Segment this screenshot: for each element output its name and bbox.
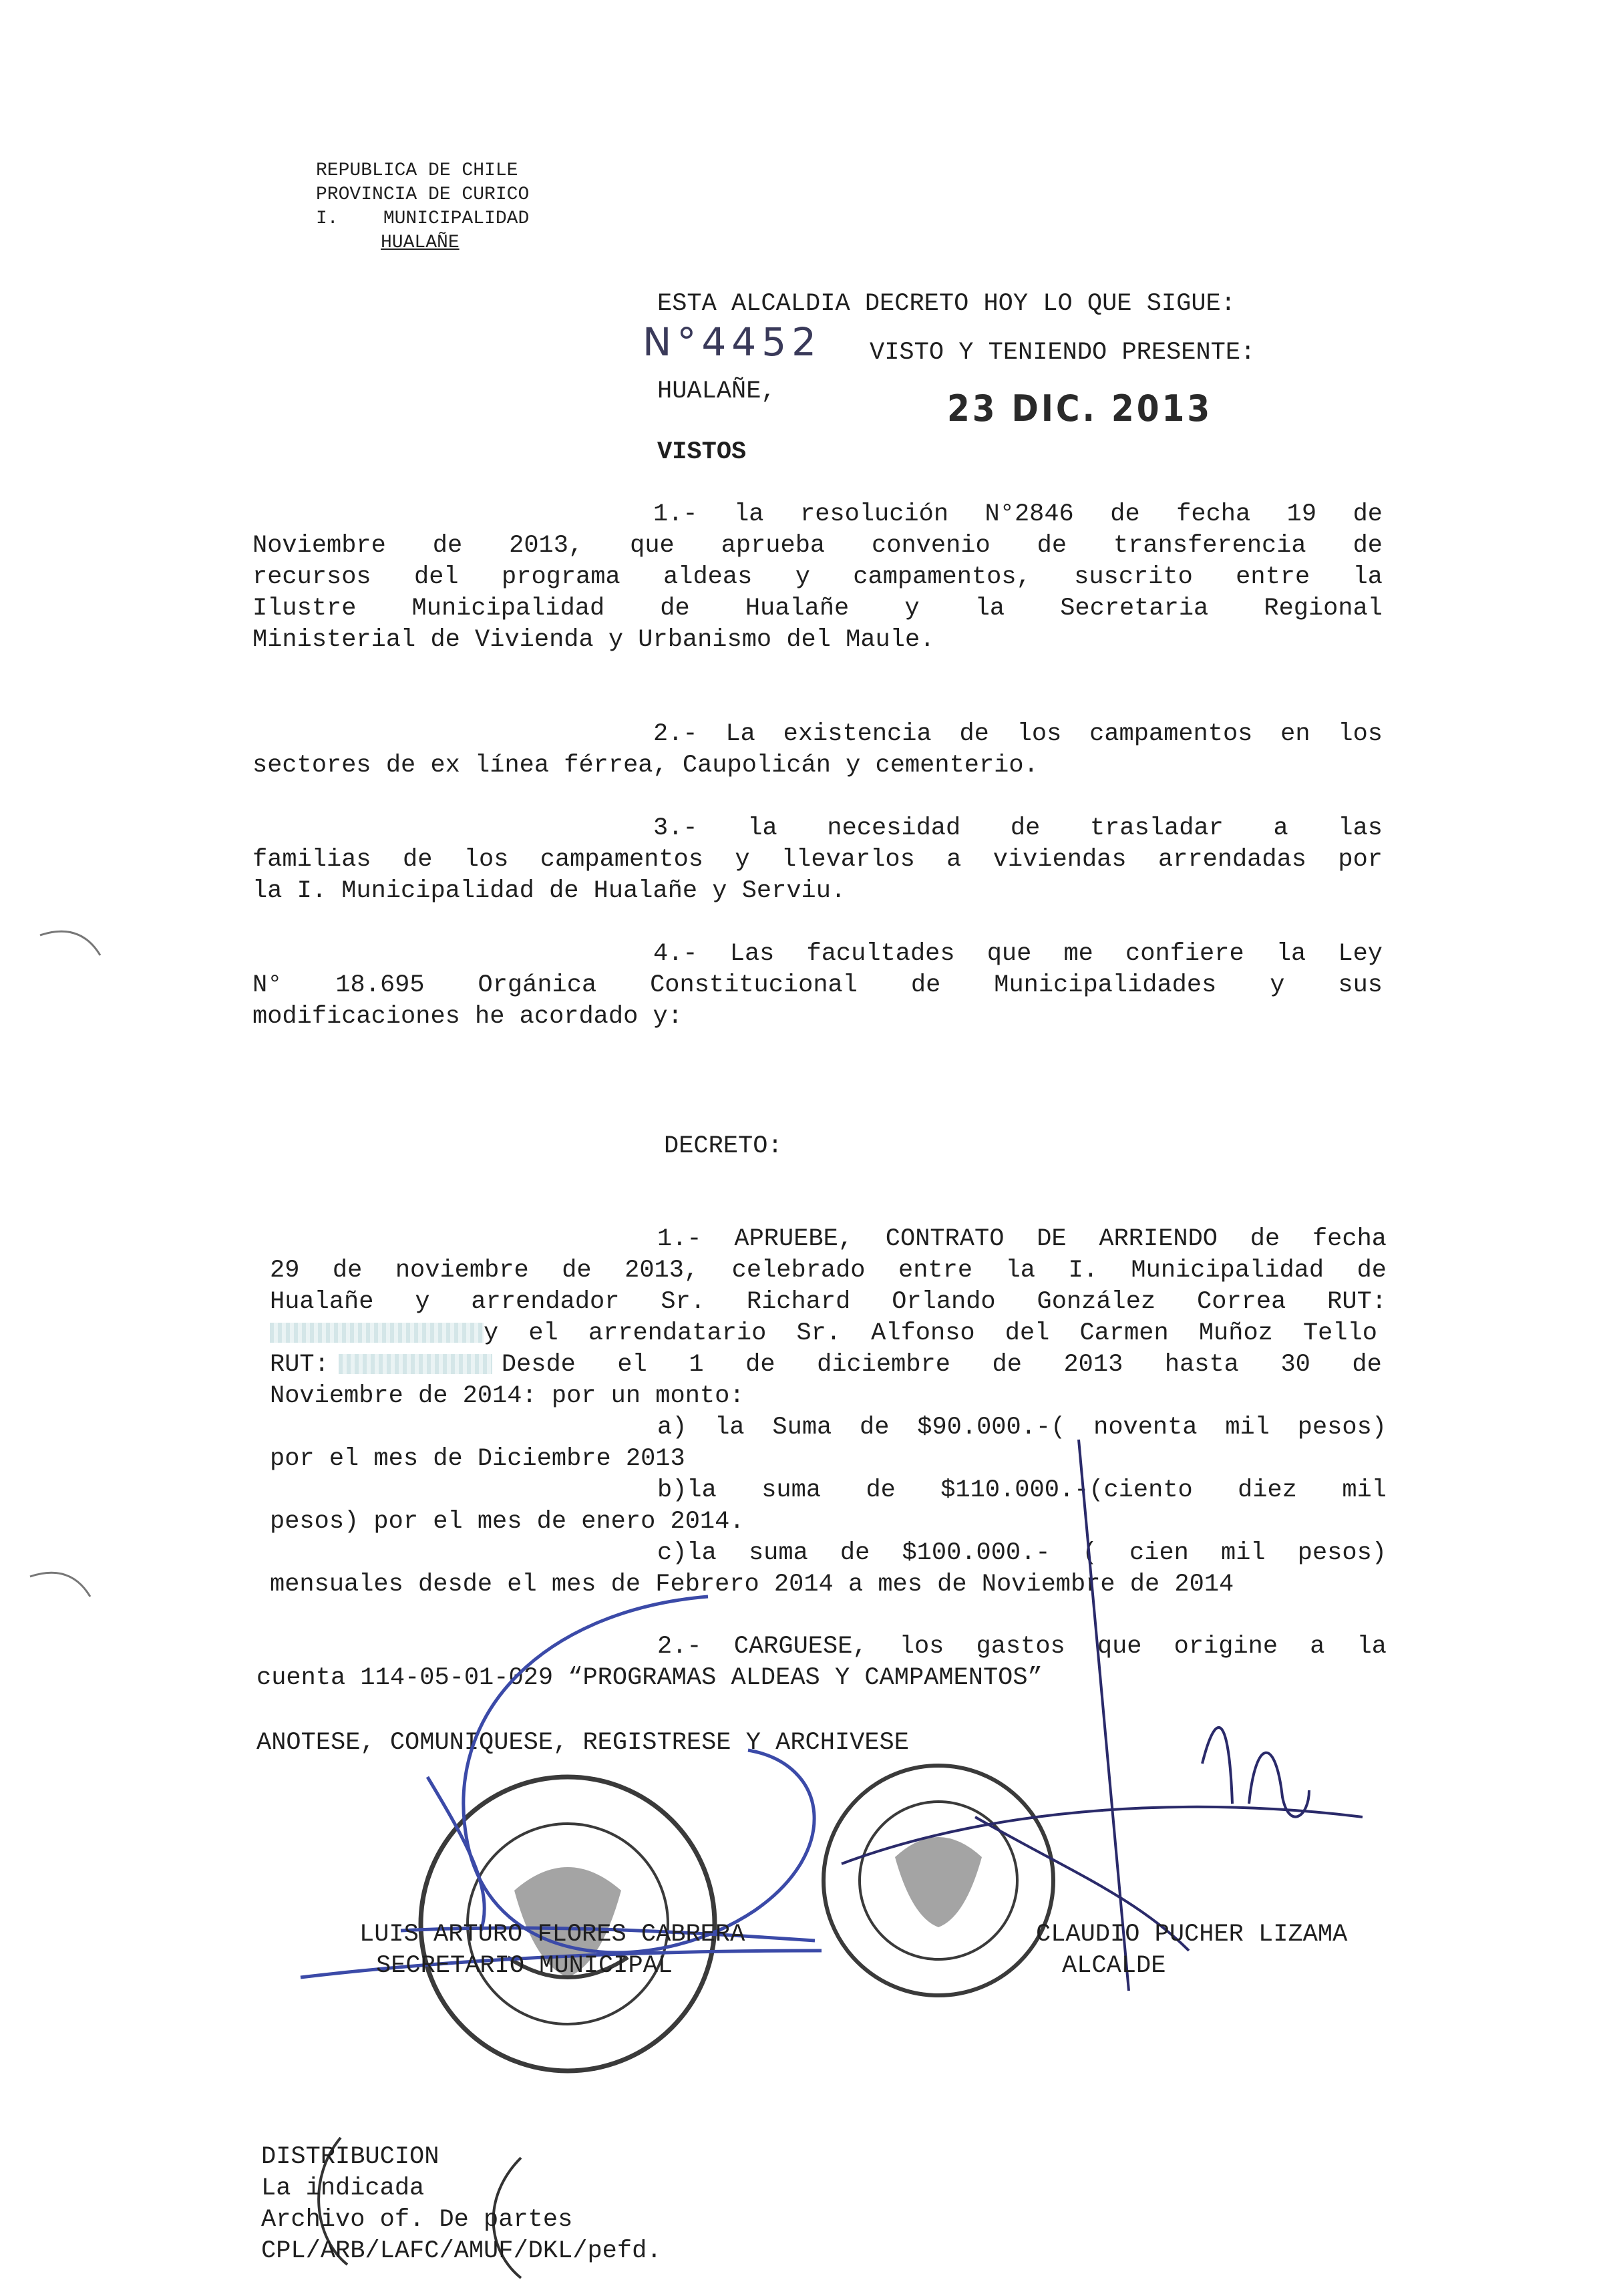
place-line: HUALAÑE,: [657, 377, 776, 405]
desde-text: Desde el 1 de diciembre de 2013 hasta 30 de: [501, 1351, 1382, 1379]
decreto-1-line-7: a) la Suma de $90.000.-( noventa mil pesos): [657, 1414, 1387, 1442]
decreto-1-line-11: c)la suma de $100.000.- ( cien mil pesos): [657, 1539, 1387, 1567]
rut-label: RUT:: [270, 1351, 329, 1379]
signatory-left-name: LUIS ARTURO FLORES CABRERA: [359, 1921, 745, 1949]
decreto-1-line-12: mensuales desde el mes de Febrero 2014 a mes de Noviembre de 2014: [270, 1571, 1234, 1599]
date-stamp: 23 DIC. 2013: [947, 387, 1213, 430]
vistos-4-line-3: modificaciones he acordado y:: [252, 1003, 683, 1031]
vistos-3-line-2: familias de los campamentos y llevarlos a viviendas arrendadas por: [252, 846, 1383, 874]
scan-mark-2: [30, 1573, 90, 1597]
decreto-2-line-1: 2.- CARGUESE, los gastos que origine a la: [657, 1633, 1387, 1661]
vistos-2-line-1: 2.- La existencia de los campamentos en los: [653, 720, 1383, 748]
vistos-1-line-2: Noviembre de 2013, que aprueba convenio de transferencia de: [252, 532, 1383, 560]
anotese-line: ANOTESE, COMUNIQUESE, REGISTRESE Y ARCHIVESE: [256, 1729, 909, 1757]
signatory-right-title: ALCALDE: [1062, 1952, 1166, 1980]
vistos-4-line-2: N° 18.695 Orgánica Constitucional de Municipalidades y sus: [252, 971, 1383, 999]
vistos-1-line-3: recursos del programa aldeas y campamentos, suscrito entre la: [252, 563, 1383, 591]
vistos-1-line-1: 1.- la resolución N°2846 de fecha 19 de: [653, 500, 1383, 528]
decreto-1-line-6: Noviembre de 2014: por un monto:: [270, 1382, 745, 1410]
alcaldia-line: ESTA ALCALDIA DECRETO HOY LO QUE SIGUE:: [657, 290, 1236, 318]
decreto-1-line-3: Hualañe y arrendador Sr. Richard Orlando González Correa RUT:: [270, 1288, 1387, 1316]
decreto-1-line-2: 29 de noviembre de 2013, celebrado entre la I. Municipalidad de: [270, 1257, 1387, 1285]
scan-mark-1: [40, 931, 100, 955]
vistos-heading: VISTOS: [657, 438, 747, 466]
decree-number-prefix: N°: [643, 319, 702, 365]
decreto-1-line-1: 1.- APRUEBE, CONTRATO DE ARRIENDO de fecha: [657, 1225, 1387, 1253]
distribution-line-2: Archivo of. De partes: [261, 2206, 573, 2234]
decree-number: 4452: [701, 319, 822, 365]
distribution-line-3: CPL/ARB/LAFC/AMUF/DKL/pefd.: [261, 2237, 662, 2265]
header-hualane: HUALAÑE: [381, 232, 460, 253]
header-municipalidad: I. MUNICIPALIDAD: [316, 208, 530, 229]
decreto-1-line-10: pesos) por el mes de enero 2014.: [270, 1508, 745, 1536]
vistos-1-line-4: Ilustre Municipalidad de Hualañe y la Secretaria Regional: [252, 595, 1383, 623]
signatory-right-name: CLAUDIO PUCHER LIZAMA: [1036, 1921, 1348, 1949]
decreto-heading: DECRETO:: [664, 1132, 783, 1160]
header-republica: REPUBLICA DE CHILE: [316, 160, 518, 181]
arrendatario-text: y el arrendatario Sr. Alfonso del Carmen Muñoz Tello: [484, 1319, 1377, 1347]
vistos-4-line-1: 4.- Las facultades que me confiere la Ley: [653, 940, 1383, 968]
visto-line: VISTO Y TENIENDO PRESENTE:: [870, 339, 1256, 367]
decreto-1-line-8: por el mes de Diciembre 2013: [270, 1445, 685, 1473]
decreto-1-line-9: b)la suma de $110.000.-(ciento diez mil: [657, 1476, 1387, 1504]
vistos-2-line-2: sectores de ex línea férrea, Caupolicán y cementerio.: [252, 752, 1039, 780]
header-provincia: PROVINCIA DE CURICO: [316, 184, 530, 205]
vistos-3-line-1: 3.- la necesidad de trasladar a las: [653, 814, 1383, 842]
distribution-heading: DISTRIBUCION: [261, 2143, 439, 2171]
vistos-3-line-3: la I. Municipalidad de Hualañe y Serviu.: [252, 877, 846, 905]
signatory-left-title: SECRETARIO MUNICIPAL: [376, 1952, 673, 1980]
distribution-line-1: La indicada: [261, 2174, 425, 2202]
seal-right: [824, 1766, 1053, 1995]
decreto-2-line-2: cuenta 114-05-01-029 “PROGRAMAS ALDEAS Y CAMPAMENTOS”: [256, 1664, 1043, 1692]
vistos-1-line-5: Ministerial de Vivienda y Urbanismo del Maule.: [252, 626, 935, 654]
